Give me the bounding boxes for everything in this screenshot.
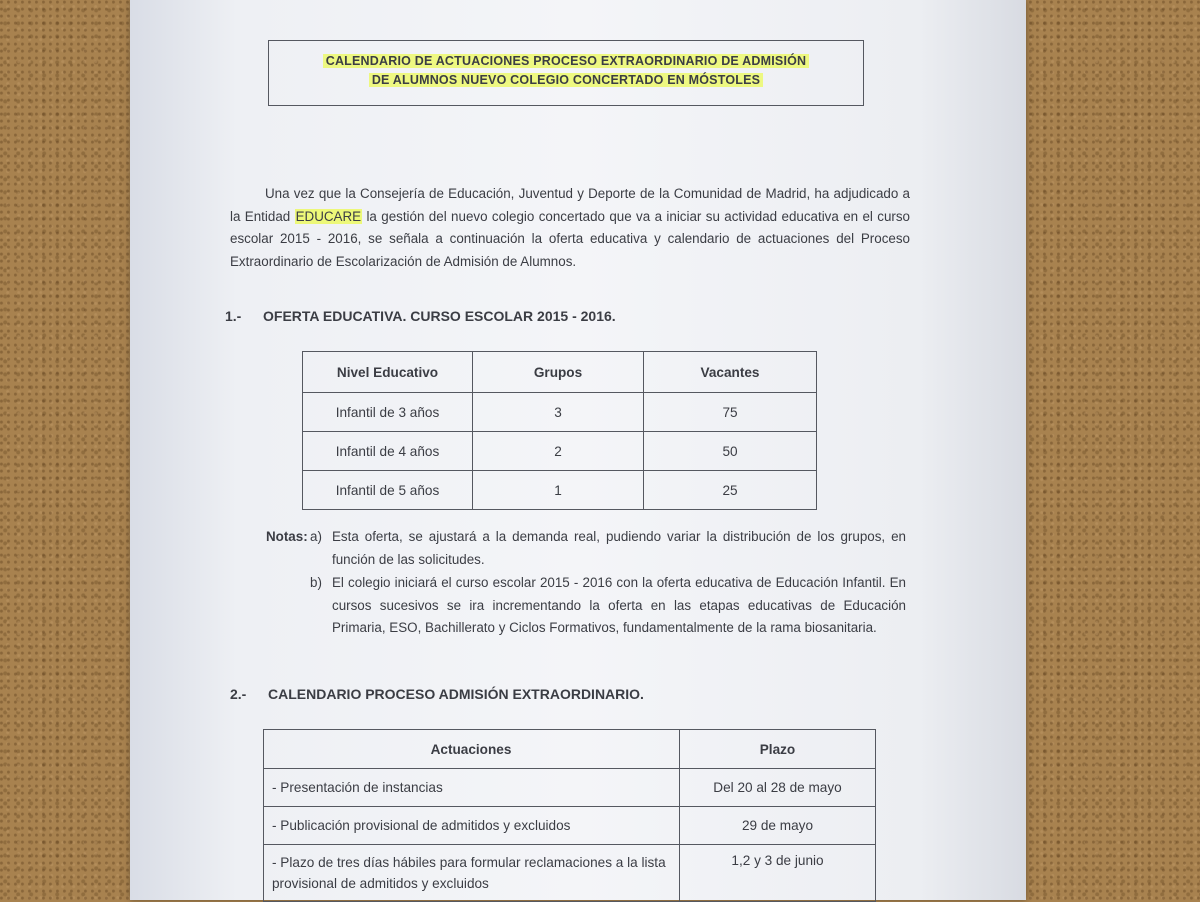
admission-calendar-table	[263, 729, 876, 902]
table-cell: Del 20 al 28 de mayo	[680, 769, 876, 807]
table-cell: 25	[644, 471, 817, 510]
table-row	[303, 393, 817, 432]
header-nivel: Nivel Educativo	[303, 352, 473, 393]
table-cell: Infantil de 5 años	[303, 471, 473, 510]
table-row	[264, 807, 876, 845]
educational-offer-table	[302, 351, 817, 510]
title-line-2: DE ALUMNOS NUEVO COLEGIO CONCERTADO EN MÓSTOLES	[369, 73, 763, 87]
table-cell: 3	[473, 393, 644, 432]
section-1-number: 1.-	[225, 308, 242, 324]
table-cell: 75	[644, 393, 817, 432]
note-a	[310, 526, 906, 571]
table-header-row	[303, 352, 817, 393]
table-cell: Infantil de 3 años	[303, 393, 473, 432]
note-b-text: El colegio iniciará el curso escolar 2015 - 2016 con la oferta educativa de Educación Infantil. En cursos sucesivos se ira incrementando la oferta en las etapas educativas de Educación Primaria, ESO, Bachillerato y Ciclos Formativos, fundamentalmente de la rama biosanitaria.	[332, 575, 906, 635]
section-2-number: 2.-	[230, 686, 247, 702]
table-cell: - Presentación de instancias	[264, 769, 680, 807]
header-actuaciones: Actuaciones	[264, 730, 680, 769]
table-row	[303, 471, 817, 510]
notes-label: Notas:	[266, 529, 308, 544]
corkboard-right	[1025, 0, 1200, 900]
table-cell: 1	[473, 471, 644, 510]
corkboard-left	[0, 0, 132, 900]
header-grupos: Grupos	[473, 352, 644, 393]
document-title-box	[268, 40, 864, 106]
intro-paragraph	[230, 183, 910, 273]
table-cell: 1,2 y 3 de junio	[680, 845, 876, 902]
table-cell: - Plazo de tres días hábiles para formular reclamaciones a la lista provisional de admitidos y excluidos	[264, 845, 680, 902]
intro-text-start: Una vez que la Consejería de Educación, Juventud y Deporte de la Comunidad de Madrid, ha adjudicado a la Entidad	[230, 186, 910, 224]
table-row	[264, 769, 876, 807]
note-a-text: Esta oferta, se ajustará a la demanda real, pudiendo variar la distribución de los grupos, en función de las solicitudes.	[332, 529, 906, 567]
section-2-title: CALENDARIO PROCESO ADMISIÓN EXTRAORDINARIO.	[268, 686, 644, 702]
note-b-letter: b)	[310, 575, 322, 590]
title-line-1: CALENDARIO DE ACTUACIONES PROCESO EXTRAORDINARIO DE ADMISIÓN	[323, 54, 810, 68]
table-cell: 2	[473, 432, 644, 471]
table-cell: 50	[644, 432, 817, 471]
section-2-heading	[230, 686, 644, 702]
section-1-title: OFERTA EDUCATIVA. CURSO ESCOLAR 2015 - 2016.	[263, 308, 616, 324]
table-header-row	[264, 730, 876, 769]
document-paper	[130, 0, 1026, 900]
intro-text-end: la gestión del nuevo colegio concertado que va a iniciar su actividad educativa en el curso escolar 2015 - 2016, se señala a continuación la oferta educativa y calendario de actuaciones del Proceso Extraordinario de Escolarización de Admisión de Alumnos.	[230, 208, 911, 269]
note-a-letter: a)	[310, 529, 322, 544]
table-cell: - Publicación provisional de admitidos y excluidos	[264, 807, 680, 845]
table-row	[264, 845, 876, 902]
table-cell: 29 de mayo	[680, 807, 876, 845]
entity-name-highlight: EDUCARE	[295, 208, 362, 224]
table-row	[303, 432, 817, 471]
header-vacantes: Vacantes	[644, 352, 817, 393]
table-cell: Infantil de 4 años	[303, 432, 473, 471]
note-b	[310, 572, 906, 640]
header-plazo: Plazo	[680, 730, 876, 769]
section-1-heading	[225, 308, 616, 324]
